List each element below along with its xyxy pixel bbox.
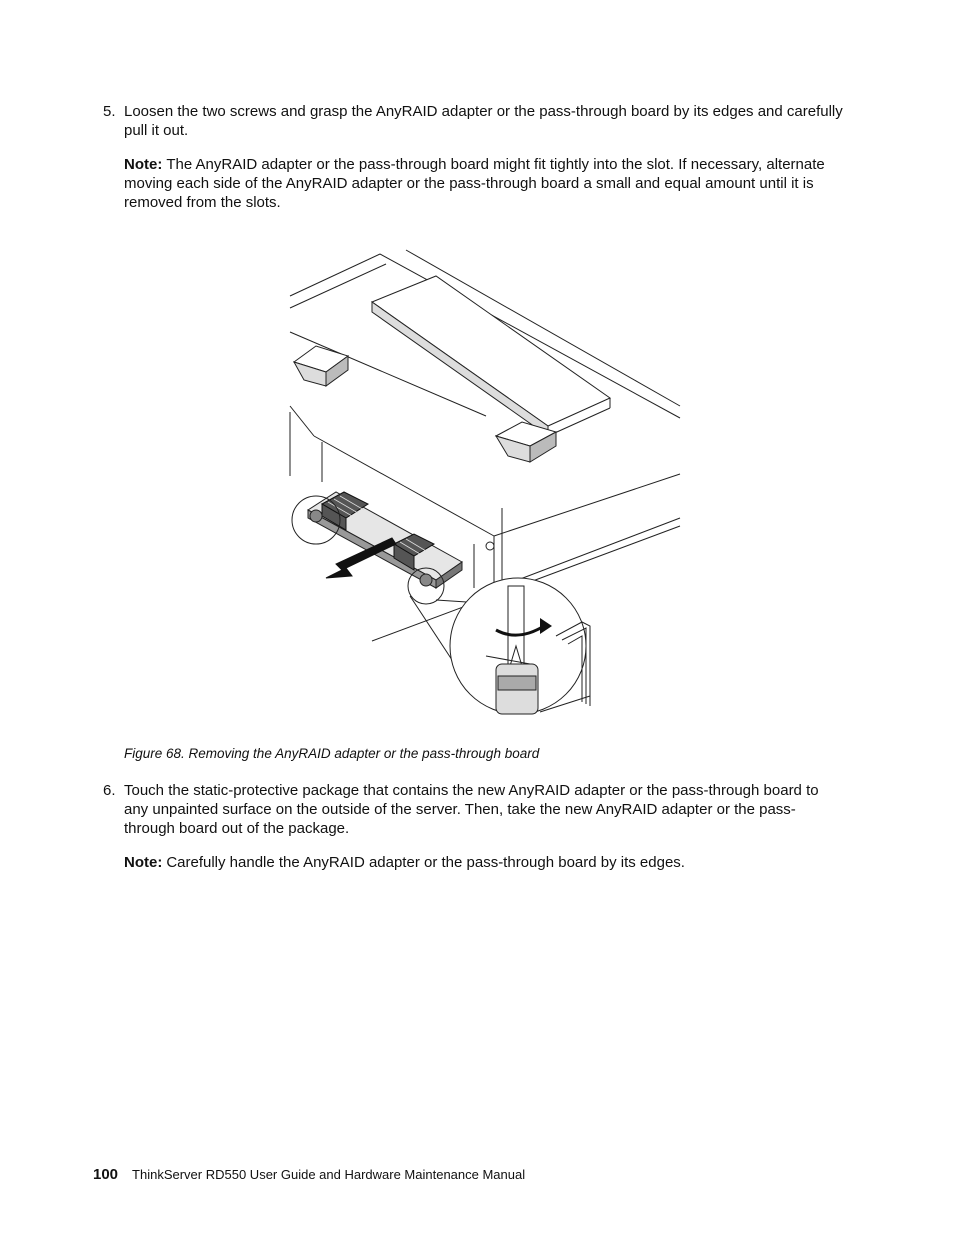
figure-caption: Figure 68. Removing the AnyRAID adapter or the pass-through board [124, 746, 540, 761]
page-footer [93, 1166, 525, 1184]
step-text: Touch the static-protective package that contains the new AnyRAID adapter or the pass-through board to any unpainted surface on the outside of the server. Then, take the new AnyRAID adapter or the pass-through board out of the package. [124, 782, 819, 837]
note-text: Carefully handle the AnyRAID adapter or the pass-through board by its edges. [166, 854, 685, 871]
server-chassis-illustration [286, 246, 686, 722]
step-text: Loosen the two screws and grasp the AnyRAID adapter or the pass-through board by its edges and carefully pull it out. [124, 103, 843, 139]
step-number: 6. [103, 782, 116, 799]
note-label: Note: [124, 854, 163, 871]
step-number: 5. [103, 103, 116, 120]
figure-illustration [286, 246, 686, 722]
note-step-6 [124, 853, 844, 872]
note-step-5 [124, 155, 844, 212]
note-label: Note: [124, 156, 163, 173]
document-title: ThinkServer RD550 User Guide and Hardware Maintenance Manual [132, 1167, 526, 1182]
note-text: The AnyRAID adapter or the pass-through board might fit tightly into the slot. If necessary, alternate moving each side of the AnyRAID adapter or the pass-through board a small and equal amount until it is removed from the slots. [124, 156, 825, 211]
step-6 [103, 781, 843, 838]
page-number: 100 [93, 1166, 119, 1183]
step-5 [103, 102, 843, 140]
